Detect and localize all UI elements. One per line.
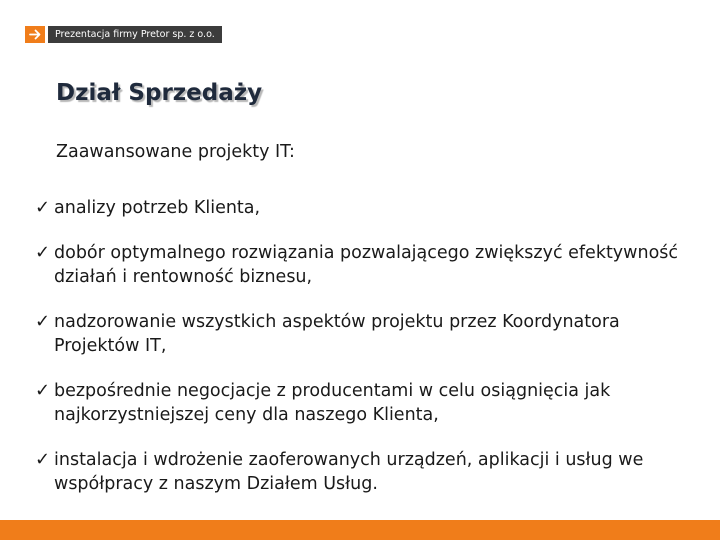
bullet-text: bezpośrednie negocjacje z producentami w celu osiągnięcia jak najkorzystniejszej ceny dla naszego Klienta, [54,381,611,425]
check-icon: ✓ [35,242,51,263]
list-item [35,448,705,496]
slide-title: Dział Sprzedaży [56,80,263,106]
check-icon: ✓ [35,380,51,401]
header-arrow-box [25,26,45,43]
bullet-list [35,196,705,517]
footer-bar [0,520,720,540]
arrow-right-icon [29,29,41,40]
bullet-text: dobór optymalnego rozwiązania pozwalającego zwiększyć efektywność działań i rentowność biznesu, [54,243,679,287]
list-item [35,379,705,427]
list-item [35,196,705,220]
intro-text: Zaawansowane projekty IT: [56,142,295,162]
list-item [35,241,705,289]
bullet-text: analizy potrzeb Klienta, [54,198,261,218]
list-item [35,310,705,358]
check-icon: ✓ [35,311,51,332]
bullet-text: instalacja i wdrożenie zaoferowanych urządzeń, aplikacji i usług we współpracy z naszym Działem Usług. [54,450,644,494]
header-label: Prezentacja firmy Pretor sp. z o.o. [48,26,222,43]
check-icon: ✓ [35,197,51,218]
bullet-text: nadzorowanie wszystkich aspektów projektu przez Koordynatora Projektów IT, [54,312,620,356]
check-icon: ✓ [35,449,51,470]
